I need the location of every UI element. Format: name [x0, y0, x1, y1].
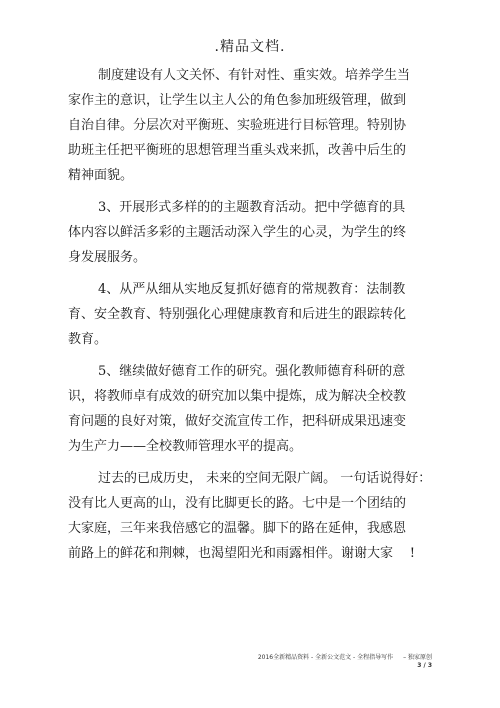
page-footer: [0, 652, 500, 661]
text-line: 身发展服务。: [68, 250, 147, 265]
text-line: 大家庭，三年来我倍感它的温馨。脚下的路在延伸，我感恩: [68, 521, 407, 536]
text-line: 育、安全教育、特别强化心理健康教育和后进生的跟踪转化: [68, 307, 407, 322]
text-line: 制度建设有人文关怀、有针对性、重实效。培养学生当: [98, 68, 411, 83]
footer-left-text: 2016全新精品资料 - 全新公文范文 - 全程指导写作: [257, 654, 394, 661]
text-line: 没有比人更高的山，没有比脚更长的路。七中是一个团结的: [68, 496, 407, 511]
text-line: 助班主任把平衡班的思想管理当重头戏来抓，改善中后生的: [68, 143, 407, 158]
text-line: 育问题的良好对策，做好交流宣传工作，把科研成果迅速变: [68, 414, 407, 429]
text-line: 5、继续做好德育工作的研究。强化教师德育科研的意: [98, 364, 406, 379]
exclamation-mark: !: [409, 546, 415, 561]
footer-right-text: – 独家原创: [403, 654, 432, 661]
paragraph-3: [68, 277, 413, 352]
text-line: 家作主的意识，让学生以主人公的角色参加班级管理，做到: [68, 93, 407, 108]
paragraph-4: [68, 359, 413, 459]
paragraph-5: [68, 466, 432, 566]
text-line: 前路上的鲜花和荆棘，也渴望阳光和雨露相伴。谢谢大家: [68, 546, 394, 561]
page-header-title: .精品文档.: [214, 39, 286, 55]
paragraph-1: [68, 63, 413, 188]
text-line: 为生产力——全校教师管理水平的提高。: [68, 439, 303, 454]
text-line: 识，将教师卓有成效的研究加以集中提炼，成为解决全校教: [68, 389, 407, 404]
text-line: 教育。: [68, 332, 108, 347]
text-line: 过去的已成历史， 未来的空间无限广阔。 一句话说得好：: [98, 471, 432, 486]
text-line-last: [68, 541, 413, 566]
text-line: 3、开展形式多样的的主题教育活动。把中学德育的具: [98, 200, 406, 215]
text-line: 体内容以鲜活多彩的主题活动深入学生的心灵，为学生的终: [68, 225, 407, 240]
paragraph-2: [68, 195, 413, 270]
text-line: 精神面貌。: [68, 168, 134, 183]
text-line: 4、从严从细从实地反复抓好德育的常规教育：法制教: [98, 282, 406, 297]
document-body: [68, 63, 432, 566]
text-line: 自治自律。分层次对平衡班、实验班进行目标管理。特别协: [68, 118, 407, 133]
page-number: 3 / 3: [417, 662, 432, 669]
